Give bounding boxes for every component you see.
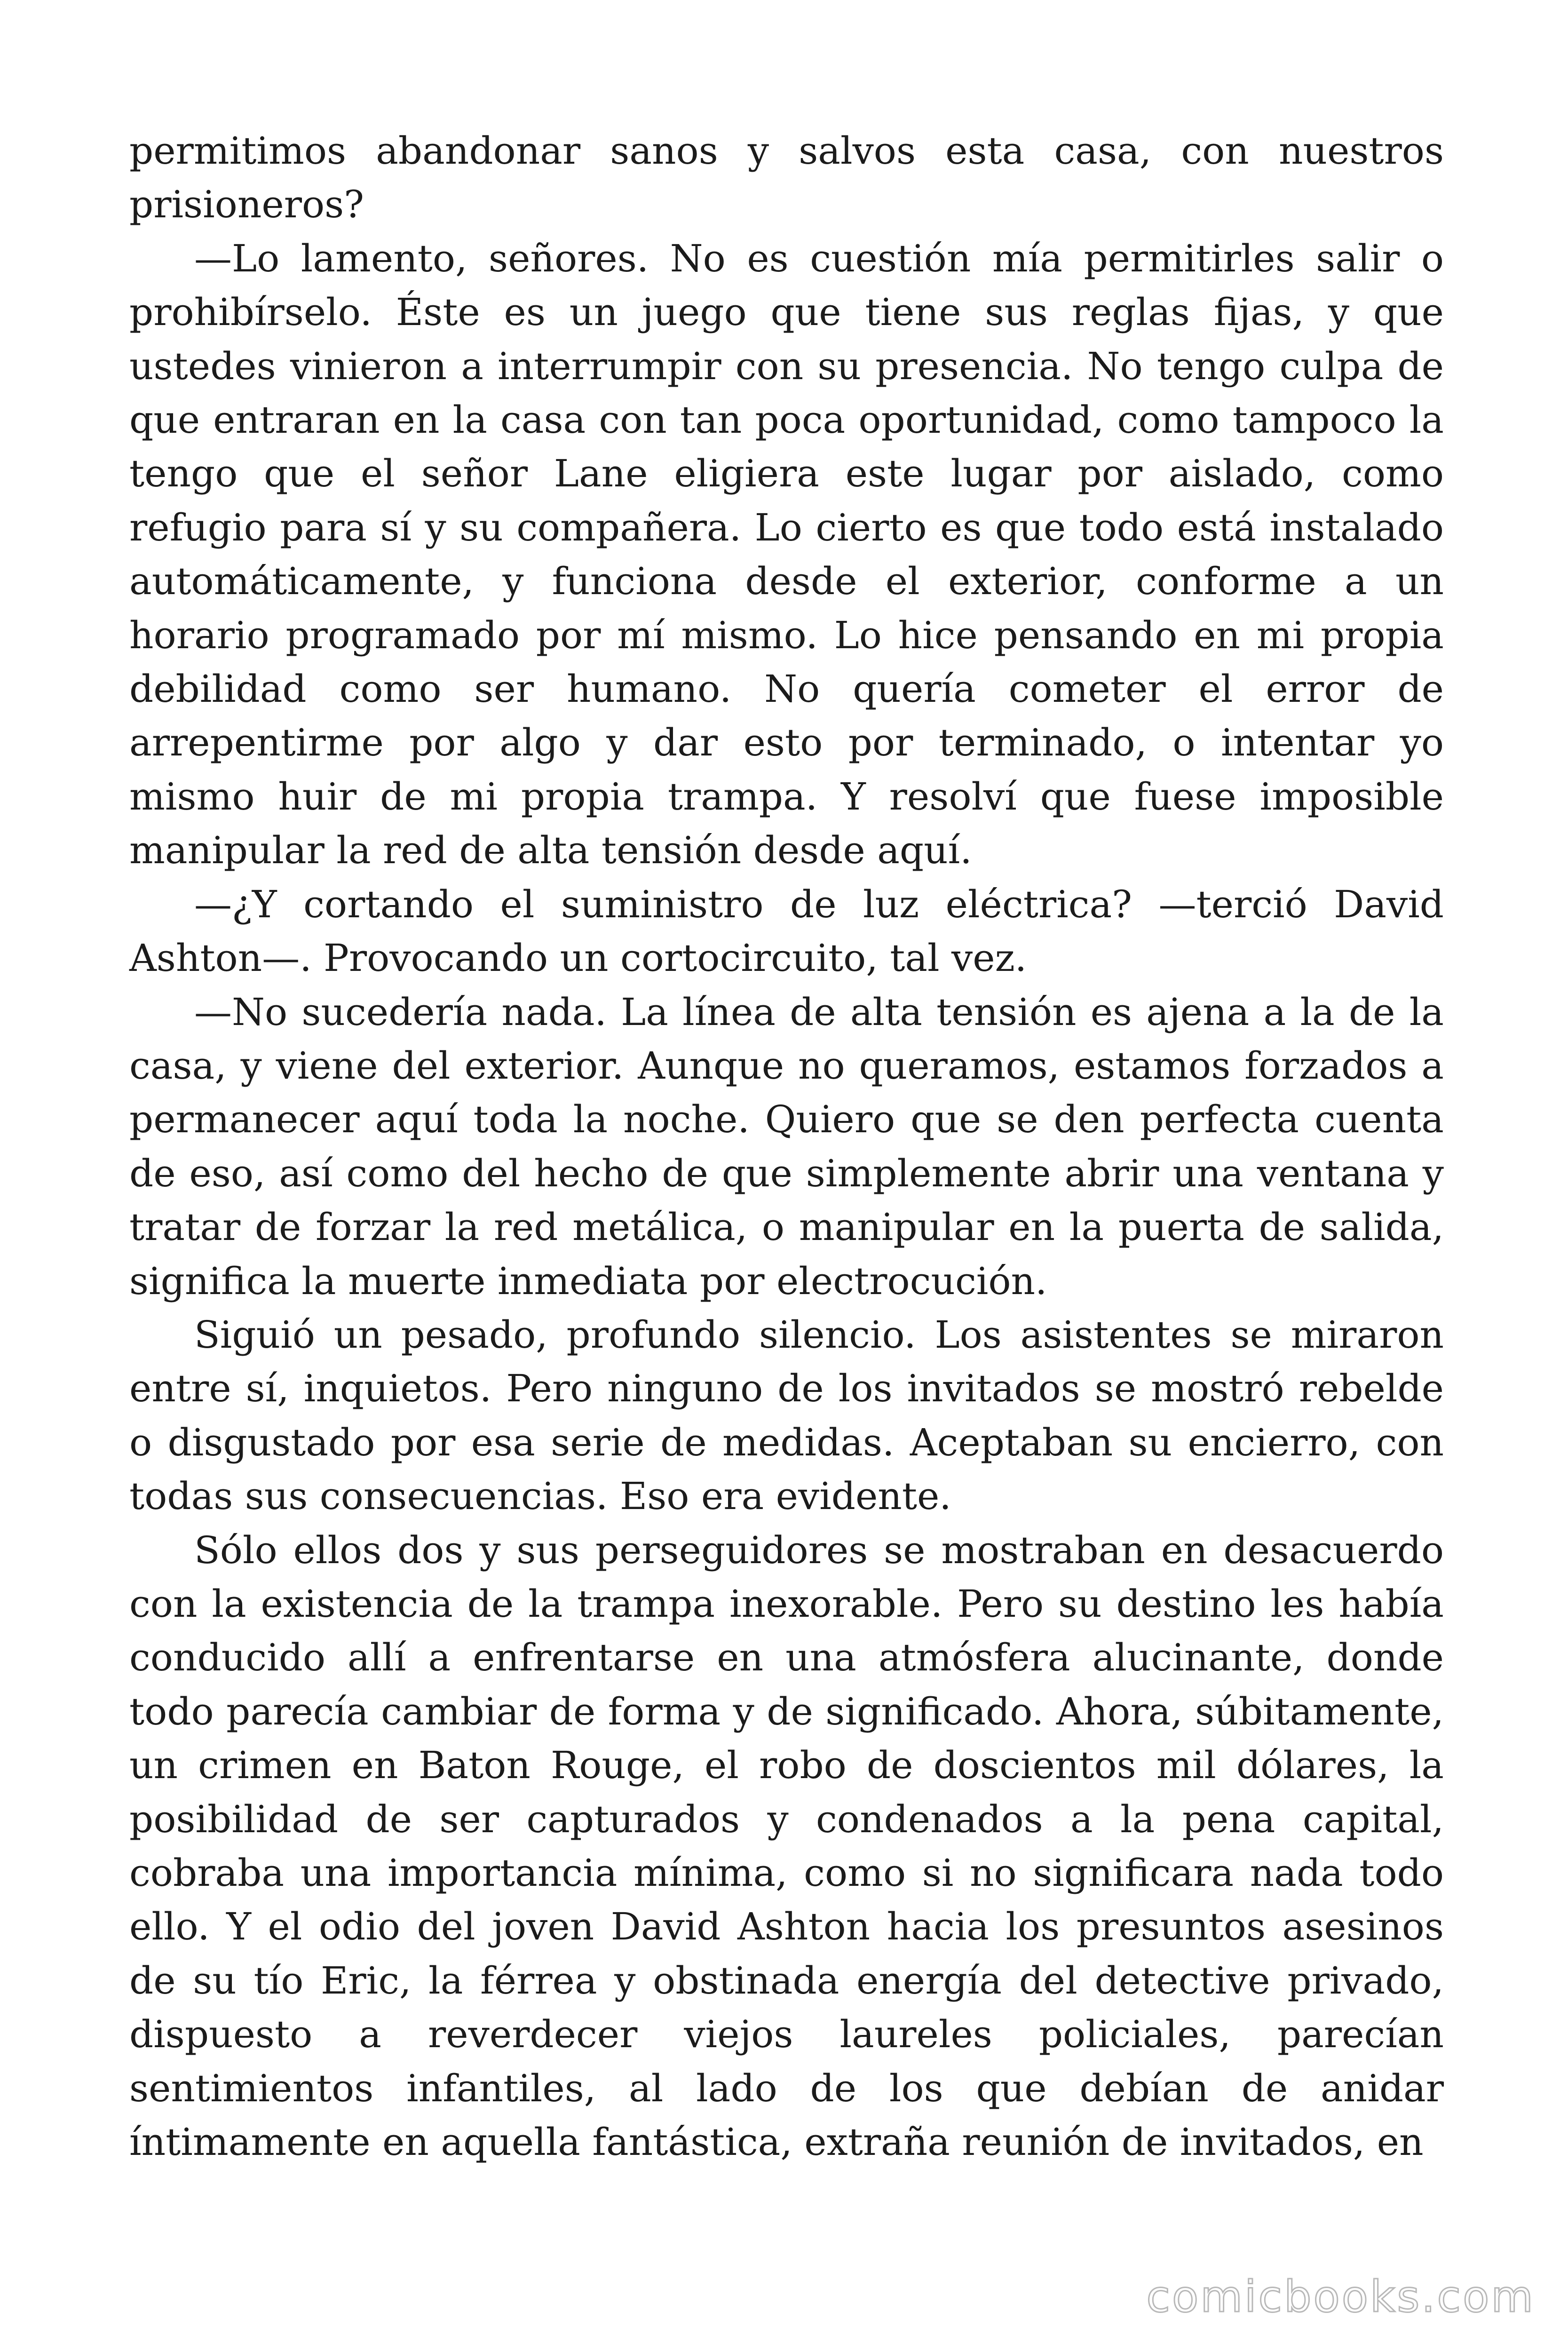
- paragraph-4: —No sucedería nada. La línea de alta tensión es ajena a la de la casa, y viene del exterior. Aunque no queramos, estamos forzados a permanecer aquí toda la noche. Quiero que se den perfecta cuenta de eso, así como del hecho de que simplemente abrir una ventana y tratar de forzar la red metálica, o manipular en la puerta de salida, significa la muerte inmediata por electrocución.: [129, 990, 1444, 1303]
- paragraph-1: permitimos abandonar sanos y salvos esta casa, con nuestros prisioneros?: [129, 129, 1444, 227]
- paragraph-3: —¿Y cortando el suministro de luz eléctrica? —terció David Ashton—. Provocando un cortocircuito, tal vez.: [129, 882, 1444, 980]
- paragraph-2: —Lo lamento, señores. No es cuestión mía permitirles salir o prohibírselo. Éste es un juego que tiene sus reglas fijas, y que ustedes vinieron a interrumpir con su presencia. No tengo culpa de que entraran en la casa con tan poca oportunidad, como tampoco la tengo que el señor Lane eligiera este lugar por aislado, como refugio para sí y su compañera. Lo cierto es que todo está instalado automáticamente, y funciona desde el exterior, conforme a un horario programado por mí mismo. Lo hice pensando en mi propia debilidad como ser humano. No quería cometer el error de arrepentirme por algo y dar esto por terminado, o intentar yo mismo huir de mi propia trampa. Y resolví que fuese imposible manipular la red de alta tensión desde aquí.: [129, 236, 1444, 873]
- page-body-text: [129, 124, 1444, 2169]
- watermark: comicbooks.com: [1146, 2272, 1535, 2322]
- paragraph-5: Siguió un pesado, profundo silencio. Los asistentes se miraron entre sí, inquietos. Pero ninguno de los invitados se mostró rebelde o disgustado por esa serie de medidas. Aceptaban su encierro, con todas sus consecuencias. Eso era evidente.: [129, 1312, 1444, 1518]
- paragraph-6: Sólo ellos dos y sus perseguidores se mostraban en desacuerdo con la existencia de la trampa inexorable. Pero su destino les había conducido allí a enfrentarse en una atmósfera alucinante, donde todo parecía cambiar de forma y de significado. Ahora, súbitamente, un crimen en Baton Rouge, el robo de doscientos mil dólares, la posibilidad de ser capturados y condenados a la pena capital, cobraba una importancia mínima, como si no significara nada todo ello. Y el odio del joven David Ashton hacia los presuntos asesinos de su tío Eric, la férrea y obstinada energía del detective privado, dispuesto a reverdecer viejos laureles policiales, parecían sentimientos infantiles, al lado de los que debían de anidar íntimamente en aquella fantástica, extraña reunión de invitados, en: [129, 1528, 1444, 2164]
